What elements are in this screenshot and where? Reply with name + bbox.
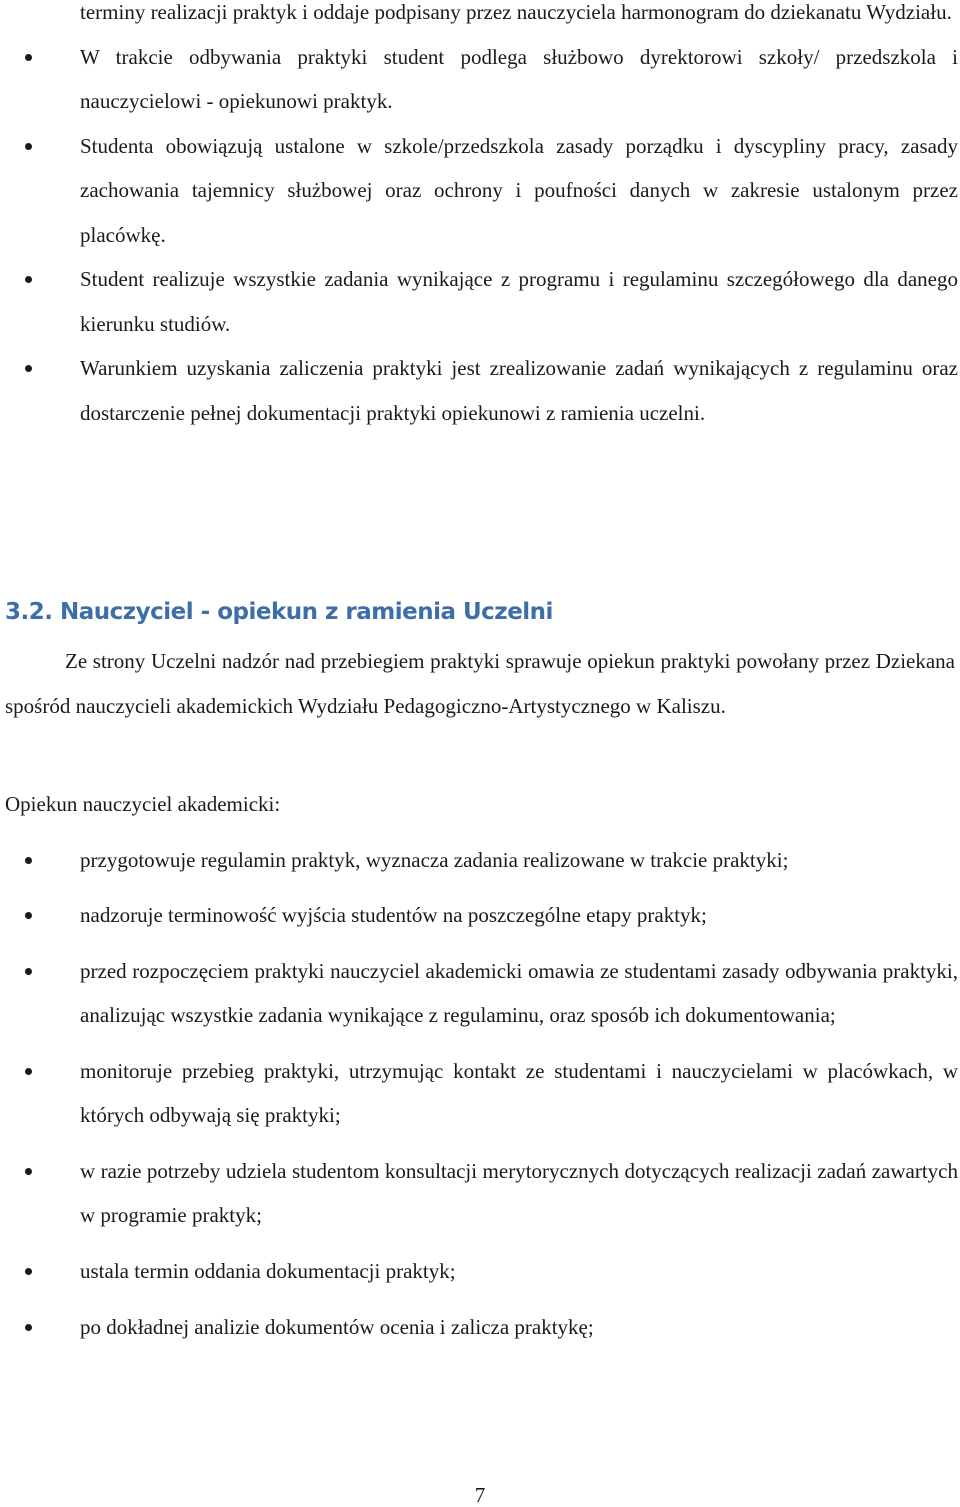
list-item <box>0 838 960 882</box>
bullet-icon <box>25 912 32 919</box>
section-lead-text: Opiekun nauczyciel akademicki: <box>5 792 281 816</box>
bullet-icon <box>25 143 32 150</box>
list-item-text: monitoruje przebieg praktyki, utrzymując kontakt ze studentami i nauczycielami w placówkach, w których odbywają się praktyki; <box>80 1059 958 1127</box>
list-item <box>0 1249 960 1293</box>
list-item-text: przed rozpoczęciem praktyki nauczyciel akademicki omawia ze studentami zasady odbywania praktyki, analizując wszystkie zadania wynikające z regulaminu, oraz sposób ich dokumentowania; <box>80 959 958 1027</box>
list-item-text: po dokładnej analizie dokumentów ocenia i zalicza praktykę; <box>80 1315 594 1339</box>
list-item-text: ustala termin oddania dokumentacji praktyk; <box>80 1259 456 1283</box>
list-item <box>0 257 960 346</box>
bullet-icon <box>25 1324 32 1331</box>
list-item <box>0 1049 960 1137</box>
list-item <box>0 1149 960 1237</box>
bullet-icon <box>25 365 32 372</box>
supervisor-duties-list <box>0 838 960 1349</box>
section-heading: 3.2. Nauczyciel - opiekun z ramienia Uczelni <box>5 599 553 625</box>
bullet-icon <box>25 1068 32 1075</box>
list-item <box>0 0 960 35</box>
page-number: 7 <box>474 1483 486 1507</box>
bullet-icon <box>25 968 32 975</box>
list-item-text: Warunkiem uzyskania zaliczenia praktyki jest zrealizowanie zadań wynikających z regulaminu oraz dostarczenie pełnej dokumentacji praktyki opiekunowi z ramienia uczelni. <box>80 356 958 425</box>
practice-rules-list <box>0 0 960 435</box>
section-intro-paragraph: Ze strony Uczelni nadzór nad przebiegiem praktyki sprawuje opiekun praktyki powołany przez Dziekana spośród nauczycieli akademickich Wydziału Pedagogiczno-Artystycznego w Kaliszu. <box>5 649 955 718</box>
list-item-text: przygotowuje regulamin praktyk, wyznacza zadania realizowane w trakcie praktyki; <box>80 848 789 872</box>
list-item <box>0 124 960 258</box>
list-item <box>0 1305 960 1349</box>
list-item <box>0 35 960 124</box>
bullet-icon <box>25 1168 32 1175</box>
list-item-text: Student realizuje wszystkie zadania wynikające z programu i regulaminu szczegółowego dla danego kierunku studiów. <box>80 267 958 336</box>
list-item <box>0 346 960 435</box>
list-item-text: w razie potrzeby udziela studentom konsultacji merytorycznych dotyczących realizacji zadań zawartych w programie praktyk; <box>80 1159 958 1227</box>
list-item <box>0 949 960 1037</box>
list-item-text: terminy realizacji praktyk i oddaje podpisany przez nauczyciela harmonogram do dziekanatu Wydziału. <box>80 0 952 24</box>
list-item-text: nadzoruje terminowość wyjścia studentów na poszczególne etapy praktyk; <box>80 903 707 927</box>
list-item-text: W trakcie odbywania praktyki student podlega służbowo dyrektorowi szkoły/ przedszkola i nauczycielowi - opiekunowi praktyk. <box>80 44 958 113</box>
bullet-icon <box>25 857 32 864</box>
bullet-icon <box>25 276 32 283</box>
bullet-icon <box>25 54 32 61</box>
list-item <box>0 893 960 937</box>
list-item-text: Studenta obowiązują ustalone w szkole/przedszkola zasady porządku i dyscypliny pracy, zasady zachowania tajemnicy służbowej oraz ochrony i poufności danych w zakresie ustalonym przez placówkę. <box>80 133 958 247</box>
bullet-icon <box>25 1268 32 1275</box>
